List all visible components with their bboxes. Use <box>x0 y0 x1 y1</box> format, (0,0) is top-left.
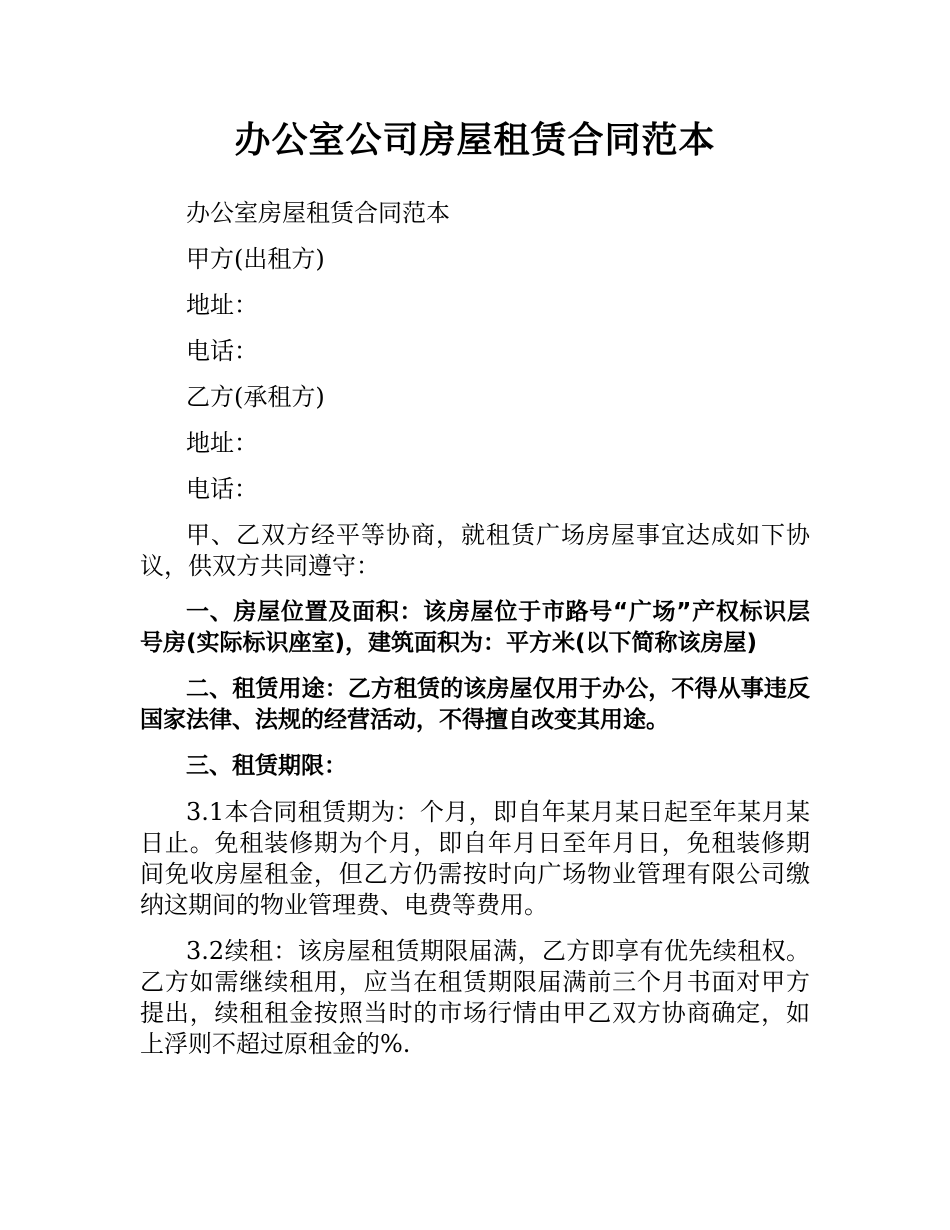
party-b-phone: 电话： <box>186 475 258 503</box>
party-a-heading: 甲方(出租方) <box>186 245 325 273</box>
party-a-address: 地址： <box>186 291 258 319</box>
party-b-heading: 乙方(承租方) <box>186 383 325 411</box>
clause-lease-purpose: 二、租赁用途：乙方租赁的该房屋仅用于办公，不得从事违反国家法律、法规的经营活动，不得擅自改变其用途。 <box>140 676 810 733</box>
party-a-phone: 电话： <box>186 337 258 365</box>
clause-location-area: 一、房屋位置及面积：该房屋位于市路号“广场”产权标识层号房(实际标识座室)，建筑面积为：平方米(以下简称该房屋) <box>140 599 810 656</box>
document-title: 办公室公司房屋租赁合同范本 <box>234 120 716 161</box>
clause-lease-term-heading: 三、租赁期限： <box>186 753 347 779</box>
agreement-intro: 甲、乙双方经平等协商，就租赁广场房屋事宜达成如下协议，供双方共同遵守： <box>140 521 810 580</box>
subtitle-paragraph: 办公室房屋租赁合同范本 <box>186 199 450 227</box>
document-body <box>140 198 810 1075</box>
clause-3-1: 3.1本合同租赁期为：个月，即自年某月某日起至年某月某日止。免租装修期为个月，即自年月日至年月日，免租装修期间免收房屋租金，但乙方仍需按时向广场物业管理有限公司缴纳这期间的物业管理费、电费等费用。 <box>140 798 810 919</box>
clause-3-2: 3.2续租：该房屋租赁期限届满，乙方即享有优先续租权。乙方如需继续租用，应当在租赁期限届满前三个月书面对甲方提出，续租租金按照当时的市场行情由甲乙双方协商确定，如上浮则不超过原租金的%. <box>140 937 810 1058</box>
party-b-address: 地址： <box>186 429 258 457</box>
